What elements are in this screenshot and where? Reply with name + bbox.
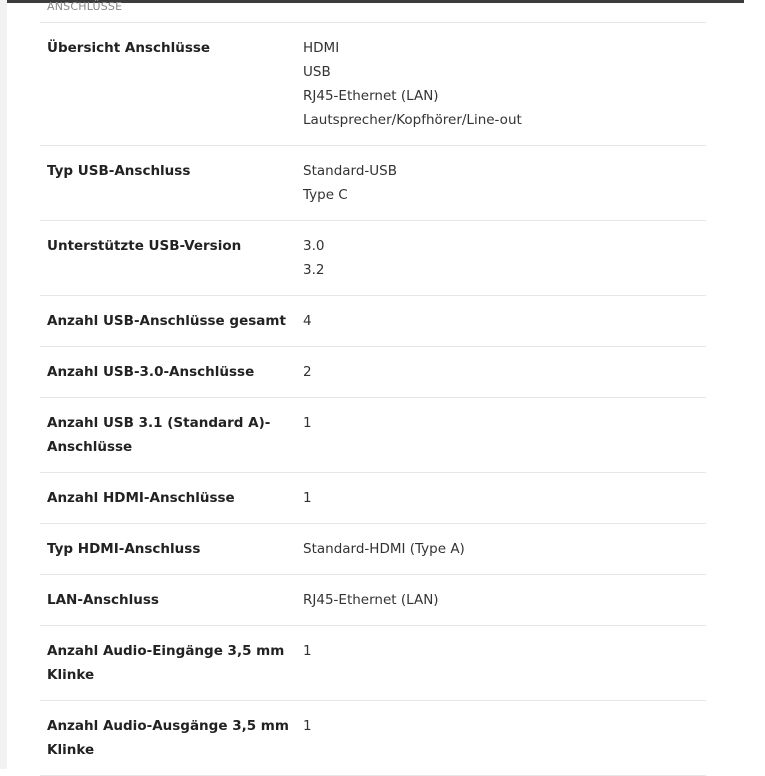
spec-row: [40, 23, 706, 146]
spec-value: Lautsprecher/Kopfhörer/Line-out: [303, 112, 522, 128]
spec-value: USB: [303, 64, 331, 80]
spec-row: [40, 626, 706, 701]
spec-value: 1: [303, 415, 312, 431]
spec-values: [303, 588, 706, 612]
spec-row: [40, 701, 706, 776]
spec-values: [303, 486, 706, 510]
spec-value: RJ45-Ethernet (LAN): [303, 88, 439, 104]
spec-label: Typ USB-Anschluss: [47, 163, 191, 179]
spec-label: LAN-Anschluss: [47, 592, 159, 608]
spec-label: Typ HDMI-Anschluss: [47, 541, 201, 557]
spec-label: Anzahl USB 3.1 (Standard A)-Anschlüsse: [47, 415, 271, 455]
spec-values: [303, 309, 706, 333]
spec-row: [40, 296, 706, 347]
spec-label: Anzahl Audio-Ausgänge 3,5 mm Klinke: [47, 718, 289, 758]
spec-value: HDMI: [303, 40, 340, 56]
spec-value: Type C: [303, 187, 348, 203]
section-heading: ANSCHLÜSSE: [47, 0, 123, 13]
spec-table: [40, 22, 706, 776]
spec-label: Anzahl USB-3.0-Anschlüsse: [47, 364, 255, 380]
spec-value: 3.0: [303, 238, 325, 254]
spec-row: [40, 524, 706, 575]
spec-value: 1: [303, 490, 312, 506]
spec-row: [40, 398, 706, 473]
spec-values: [303, 639, 706, 687]
spec-row: [40, 575, 706, 626]
spec-value: 3.2: [303, 262, 325, 278]
spec-values: [303, 234, 706, 282]
spec-values: [303, 360, 706, 384]
spec-row: [40, 347, 706, 398]
spec-row: [40, 221, 706, 296]
spec-row: [40, 473, 706, 524]
spec-value: 1: [303, 718, 312, 734]
spec-values: [303, 159, 706, 207]
spec-value: 1: [303, 643, 312, 659]
spec-label: Anzahl USB-Anschlüsse gesamt: [47, 313, 286, 329]
spec-values: [303, 714, 706, 762]
spec-value: Standard-USB: [303, 163, 397, 179]
spec-values: [303, 36, 706, 132]
spec-value: 2: [303, 364, 312, 380]
spec-values: [303, 411, 706, 459]
left-gutter: [0, 0, 7, 769]
spec-label: Anzahl HDMI-Anschlüsse: [47, 490, 235, 506]
spec-value: Standard-HDMI (Type A): [303, 541, 465, 557]
spec-value: RJ45-Ethernet (LAN): [303, 592, 439, 608]
spec-label: Unterstützte USB-Version: [47, 238, 242, 254]
spec-label: Übersicht Anschlüsse: [47, 40, 211, 56]
spec-values: [303, 537, 706, 561]
spec-value: 4: [303, 313, 312, 329]
spec-label: Anzahl Audio-Eingänge 3,5 mm Klinke: [47, 643, 285, 683]
spec-row: [40, 146, 706, 221]
